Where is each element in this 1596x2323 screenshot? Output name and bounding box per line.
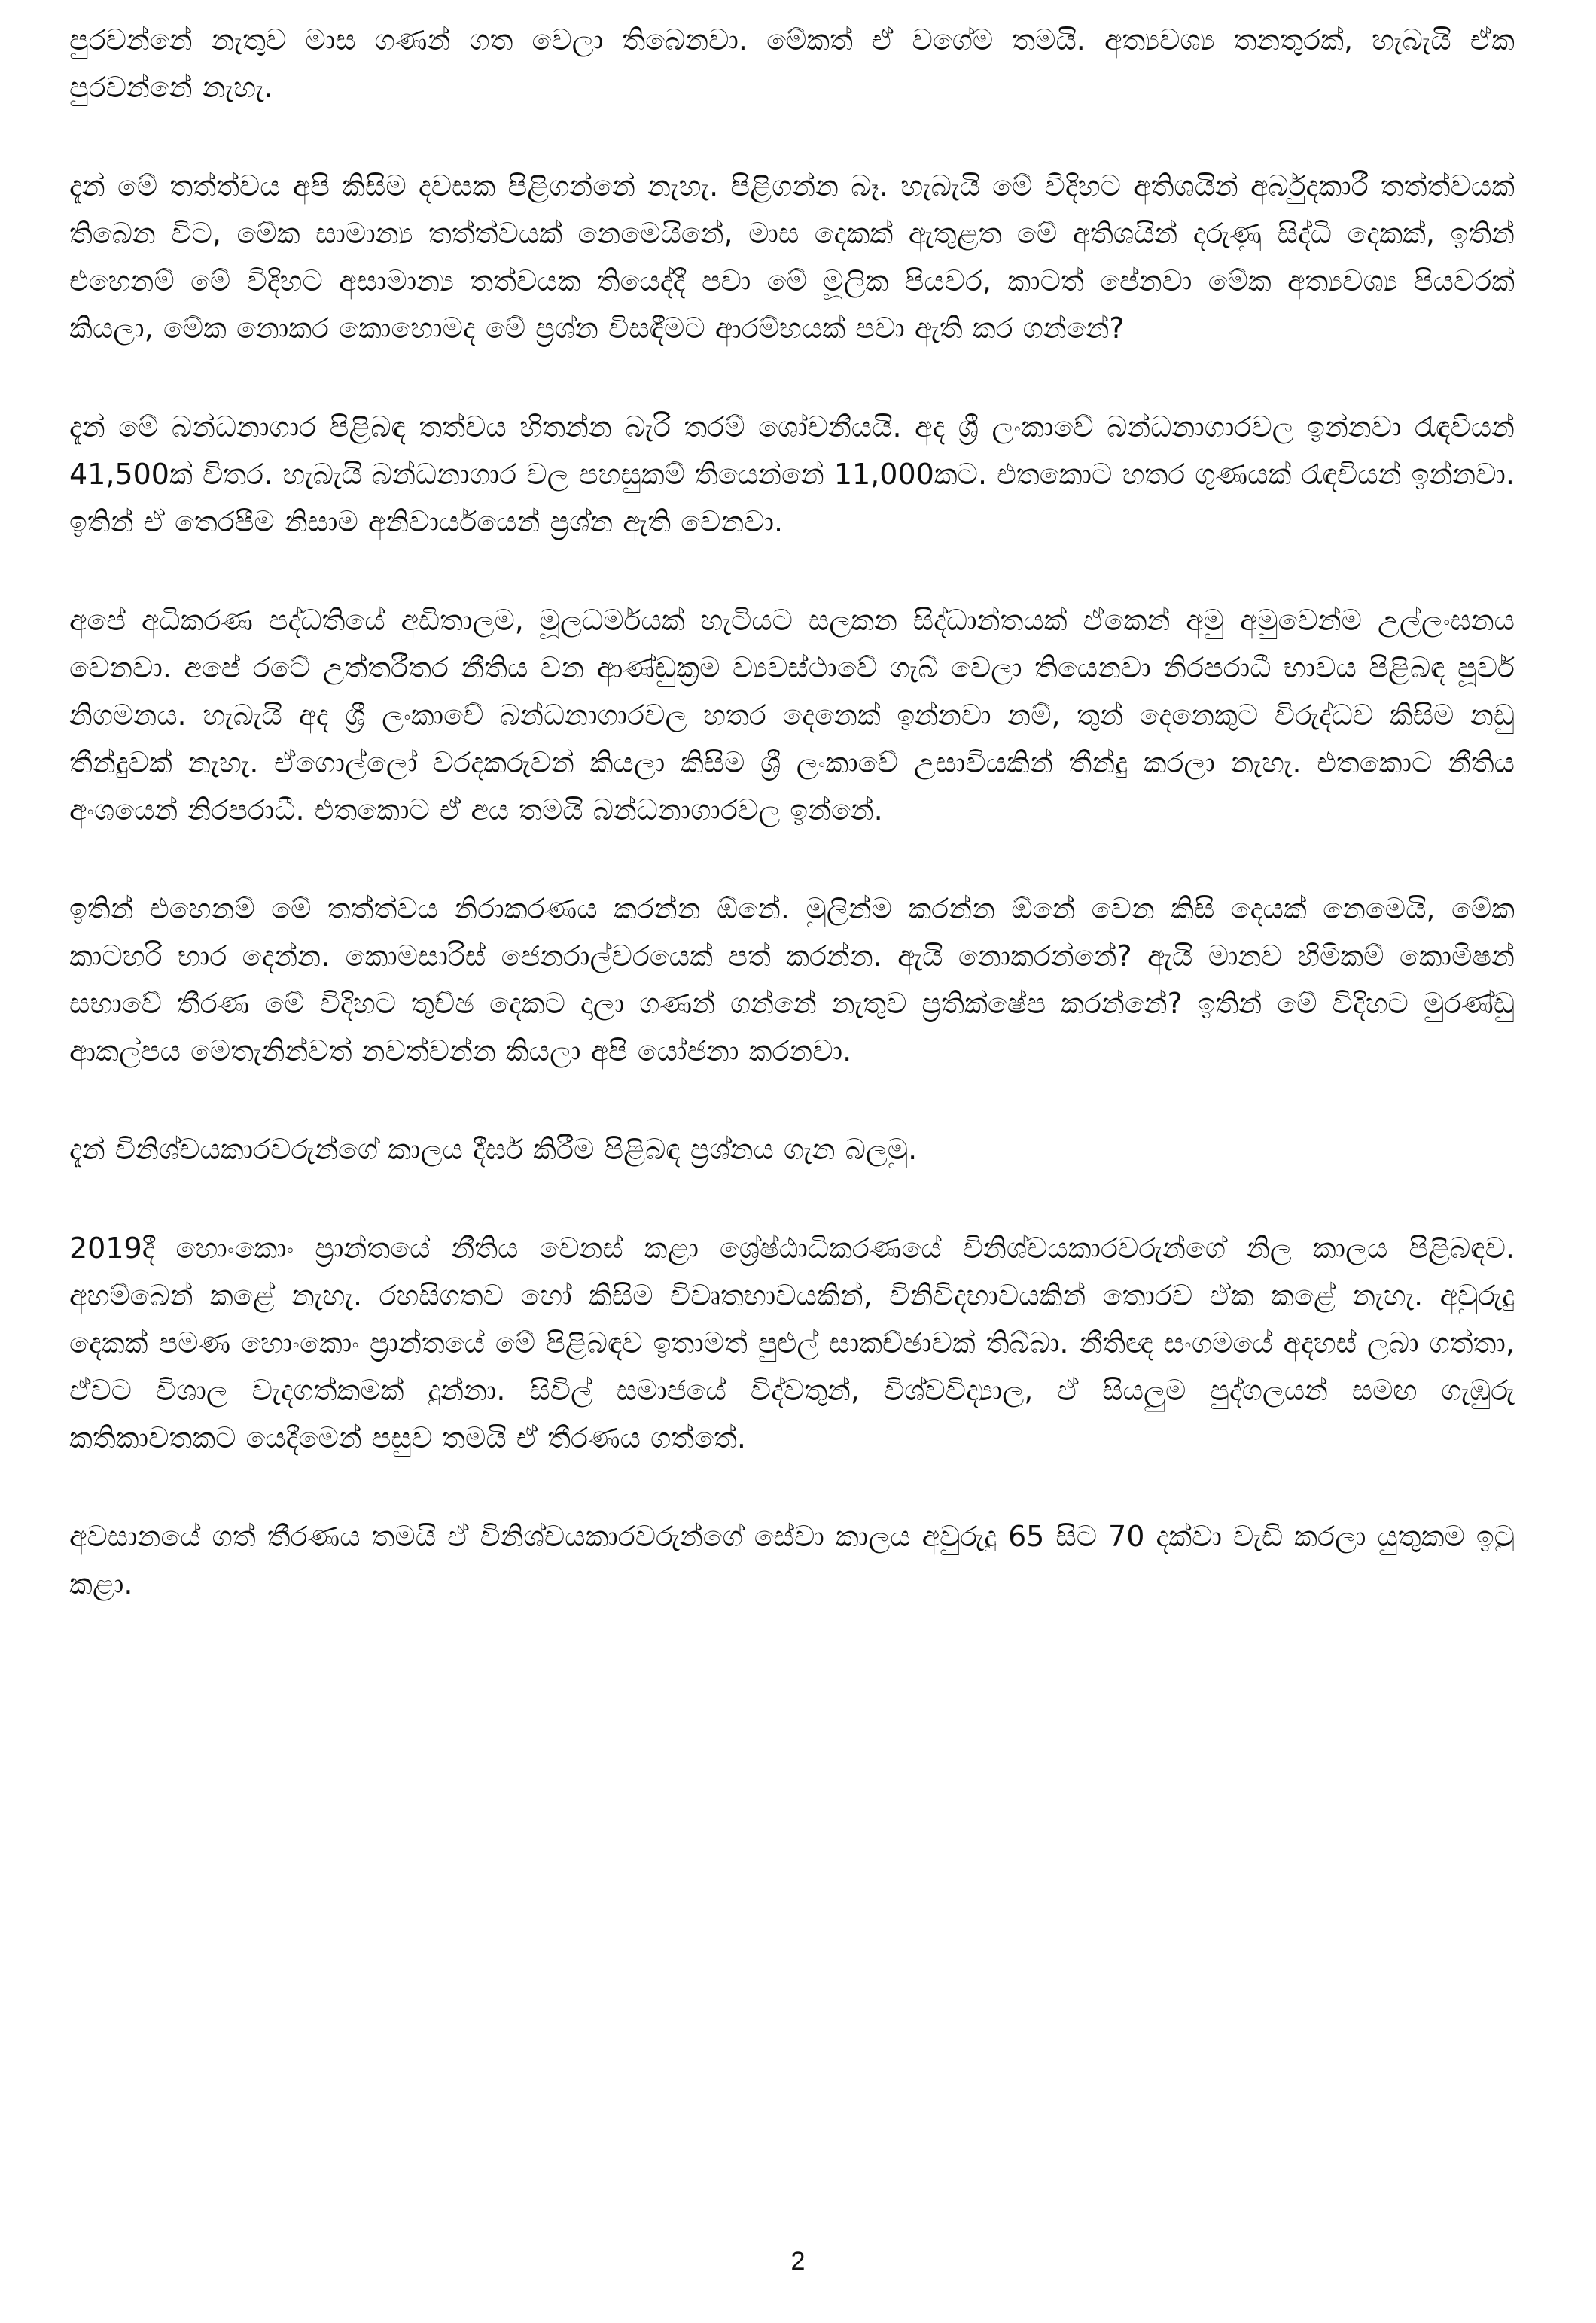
paragraph: දැන් මේ බන්ධනාගාර පිළිබඳ තත්වය හිතන්න බැරි තරම් ශෝචනීයයි. අද ශ්‍රී ලංකාවේ බන්ධනාගාරවල ඉන්නවා රැඳවියන් 41,500ක් විතර. හැබැයි බන්ධනාගාර වල පහසුකම් තියෙන්නේ 11,000කට. එතකොට හතර ගුණයක් රැඳවියන් ඉන්නවා. ඉතින් ඒ තෙරපීම නිසාම අනිවාර්යයෙන් ප්‍රශ්න ඇති වෙනවා. (69, 410, 1515, 538)
paragraph: අපේ අධිකරණ පද්ධතියේ අඩිතාලම, මූලධර්මයක් හැටියට සලකන සිද්ධාන්තයක් ඒකෙන් අමු අමුවෙන්ම උල්ලංඝනය වෙනවා. අපේ රටේ උත්තරීතර නීතිය වන ආණ්ඩුක්‍රම ව්‍යවස්ථාවේ ගැබ් වෙලා තියෙනවා නිරපරාධී භාවය පිළිබඳ පූර්ව නිගමනය. හැබැයි අද ශ්‍රී ලංකාවේ බන්ධනාගාරවල හතර දෙනෙක් ඉන්නවා නම්, තුන් දෙනෙකුට විරුද්ධව කිසිම නඩු තීන්දුවක් නැහැ. ඒගොල්ලෝ වරදකරුවන් කියලා කිසිම ශ්‍රී ලංකාවේ උසාවියකින් තීන්දු කරලා නැහැ. එතකොට නීතිය අංශයෙන් නිරපරාධී. එතකොට ඒ අය තමයි බන්ධනාගාරවල ඉන්නේ. (69, 604, 1515, 827)
paragraph: දැන් විනිශ්චයකාරවරුන්ගේ කාලය දීර්ඝ කිරීම පිළිබඳ ප්‍රශ්නය ගැන බලමු. (69, 1133, 918, 1166)
paragraph: අවසානයේ ගත් තීරණය තමයි ඒ විනිශ්චයකාරවරුන්ගේ සේවා කාලය අවුරුදු 65 සිට 70 දක්වා වැඩි කරලා යුතුකම ඉටු කළා. (69, 1520, 1515, 1600)
paragraph: පුරවන්නේ නැතුව මාස ගණන් ගත වෙලා තිබෙනවා. මේකත් ඒ වගේම තමයි. අත්‍යවශ්‍ය තනතුරක්, හැබැයි ඒක පුරවන්නේ නැහැ. (69, 23, 1515, 104)
paragraph: 2019දී හොංකොං ප්‍රාන්තයේ නීතිය වෙනස් කළා ශ්‍රේෂ්ඨාධිකරණයේ විනිශ්චයකාරවරුන්ගේ නිල කාලය පිළිබඳව. අහම්බෙන් කළේ නැහැ. රහසිගතව හෝ කිසිම විවෘතභාවයකින්, විනිවිදභාවයකින් තොරව ඒක කළේ නැහැ. අවුරුදු දෙකක් පමණ හොංකොං ප්‍රාන්තයේ මේ පිළිබඳව ඉතාමත් පුළුල් සාකච්ඡාවක් තිබ්බා. නීතිඥ සංගමයේ අදහස් ලබා ගත්තා, ඒවට විශාල වැදගත්කමක් දුන්නා. සිවිල් සමාජයේ විද්වතුන්, විශ්වවිද්‍යාල, ඒ සියලුම පුද්ගලයන් සමඟ ගැඹුරු කතිකාවතකට යෙදීමෙන් පසුව තමයි ඒ තීරණය ගත්තේ. (69, 1232, 1515, 1454)
paragraph: ඉතින් එහෙනම් මේ තත්ත්වය නිරාකරණය කරන්න ඕනේ. මුලින්ම කරන්න ඕනේ වෙන කිසි දෙයක් නෙමෙයි, මේක කාටහරි භාර දෙන්න. කොමසාරිස් ජෙනරාල්වරයෙක් පත් කරන්න. ඇයි නොකරන්නේ? ඇයි මානව හිමිකම් කොමිෂන් සභාවේ තීරණ මේ විදිහට තුච්ඡ දෙකට දාලා ගණන් ගන්නේ නැතුව ප්‍රතික්ෂේප කරන්නේ? ඉතින් මේ විදිහට මුරණ්ඩු ආකල්පය මෙතැනින්වත් නවත්වන්න කියලා අපි යෝජනා කරනවා. (69, 892, 1515, 1067)
paragraph: දැන් මේ තත්ත්වය අපි කිසිම දවසක පිළිගන්නේ නැහැ. පිළිගන්න බෑ. හැබැයි මේ විදිහට අතිශයින් අර්බුදකාරී තත්ත්වයක් තිබෙන විට, මේක සාමාන්‍ය තත්ත්වයක් නෙමෙයිනේ, මාස දෙකක් ඇතුළත මේ අතිශයින් දරුණු සිද්ධි දෙකක්, ඉතින් එහෙනම් මේ විදිහට අසාමාන්‍ය තත්වයක තියෙද්දී පවා මේ මූලික පියවර, කාටත් පේනවා මේක අත්‍යවශ්‍ය පියවරක් කියලා, මේක නොකර කොහොමද මේ ප්‍රශ්න විසඳීමට ආරම්භයක් පවා ඇති කර ගන්නේ? (69, 169, 1515, 345)
document-body (69, 17, 1515, 1659)
page-number: 2 (790, 2247, 806, 2276)
